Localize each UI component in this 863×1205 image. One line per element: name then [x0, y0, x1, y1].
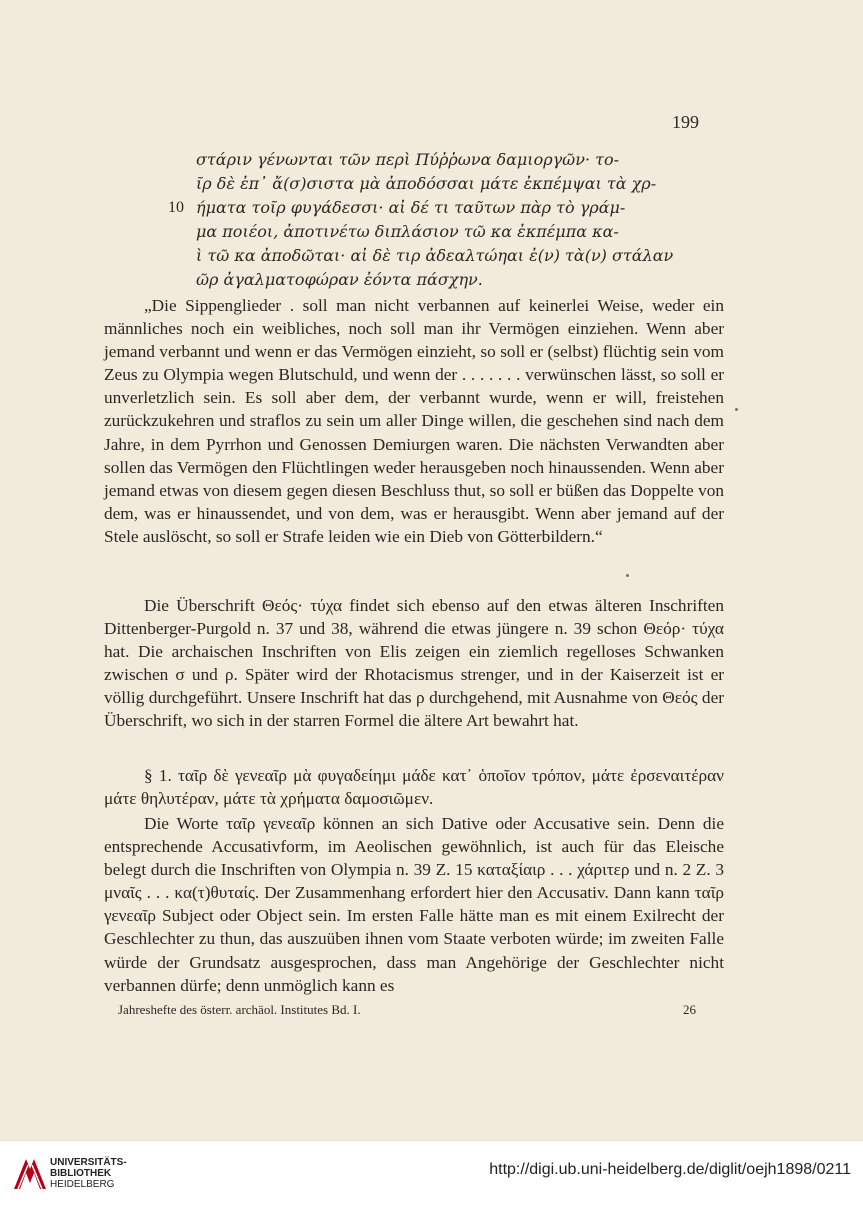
commentary-paragraph [104, 594, 724, 733]
greek-line [196, 244, 756, 268]
line-number: 10 [168, 199, 184, 216]
paper-speck [735, 408, 738, 411]
library-name-line: BIBLIOTHEK [50, 1168, 112, 1179]
document-url-link[interactable]: http://digi.ub.uni-heidelberg.de/diglit/oejh1898/0211 [489, 1161, 851, 1178]
page-number: 199 [672, 112, 699, 132]
greek-line-text: ῶρ ἀγαλματοφώραν ἐόντα πάσχην. [196, 270, 483, 289]
translation-paragraph [104, 294, 724, 548]
paper-speck [626, 574, 629, 577]
paragraph-text: Die Überschrift Θεός· τύχα findet sich ebenso auf den etwas älteren Inschriften Dittenberger-Purgold n. 37 und 38, während die etwas jüngere n. 39 schon Θεόρ· τύχα hat. Die archaischen Inschriften von Elis zeigen ein ziemlich regelloses Schwanken zwischen σ und ρ. Später wird der Rhotacismus strenger, und in der Kaiserzeit ist er völlig durchgeführt. Unsere Inschrift hat das ρ durchgehend, mit Ausnahme von Θεός der Überschrift, wo sich in der starren Formel die ältere Art bewahrt hat. [104, 596, 724, 731]
library-name-line: HEIDELBERG [50, 1179, 115, 1190]
greek-line-text: ήματα τοῖρ φυγάδεσσι· αἰ δέ τι ταῦτων πὰρ τὸ γράμ- [196, 198, 626, 217]
signature-mark: 26 [683, 1002, 696, 1017]
greek-line [196, 268, 756, 292]
heidelberg-library-logo-icon[interactable] [10, 1153, 50, 1193]
greek-line-text: ῖρ δὲ ἐπ᾿ ἄ(σ)σιστα μὰ ἀποδόσσαι μάτε ἐκπέμψαι τὰ χρ- [196, 174, 657, 193]
analysis-paragraph [104, 812, 724, 997]
section-heading-paragraph [104, 764, 724, 810]
library-name [50, 1157, 127, 1190]
greek-line-text: στάριν γένωνται τῶν περὶ Πύῤῥωνα δαμιοργῶν· το- [196, 150, 620, 169]
greek-line-text: ὶ τῶ κα ἀποδῶται· αἰ δὲ τιρ ἀδεαλτώηαι ἐ(ν) τὰ(ν) στάλαν [196, 246, 674, 265]
paragraph-text: Die Worte ταῖρ γενεαῖρ können an sich Dative oder Accusative sein. Denn die entsprechende Accusativform, im Aeolischen gewöhnlich, ist auch für das Eleische belegt durch die Inschriften von Olympia n. 39 Z. 15 καταξίαιρ . . . χάριτερ und n. 2 Z. 3 μναῖς . . . κα(τ)θυταίς. Der Zusammenhang erfordert hier den Accusativ. Dann kann ταῖρ γενεαῖρ Subject oder Object sein. Im ersten Falle hätte man es mit einem Exilrecht der Geschlechter zu thun, das auszuüben ihnen vom Staate verboten würde; im zweiten Falle würde der Grundsatz ausgesprochen, dass man Angehörige der Geschlechter nicht verbannen dürfe; denn unmöglich kann es [104, 814, 724, 995]
greek-line [196, 220, 756, 244]
viewer-footer-bar [0, 1140, 863, 1205]
library-name-line: UNIVERSITÄTS- [50, 1157, 127, 1168]
greek-inscription-block [168, 148, 756, 292]
greek-line [196, 148, 756, 172]
paragraph-text: „Die Sippenglieder . soll man nicht verbannen auf keinerlei Weise, weder ein männliches noch ein weibliches, noch soll man ihr Vermögen einziehen. Wenn aber jemand verbannt und wenn er das Vermögen einzieht, so soll er (selbst) flüchtig sein vom Zeus zu Olympia wegen Blutschuld, und wenn der . . . . . . . verwünschen lässt, so soll er unverletzlich sein. Es soll aber dem, der verbannt wurde, wenn er will, freistehen zurückzukehren und straflos zu sein um aller Dinge willen, die geschehen sind nach dem Jahre, in dem Pyrrhon und Genossen Demiurgen waren. Die nächsten Verwandten aber sollen das Vermögen den Flüchtlingen weder herausgeben noch hinaussenden. Wenn aber jemand etwas von diesem gegen diesen Beschluss thut, so soll er büßen das Doppelte von dem, was er hinaussendet, und von dem, was er herausgibt. Wenn aber jemand auf der Stele auslöscht, so soll er Strafe leiden wie ein Dieb von Götterbildern.“ [104, 296, 724, 546]
greek-line [168, 196, 756, 220]
journal-reference: Jahreshefte des österr. archäol. Institutes Bd. I. [118, 1002, 361, 1017]
paragraph-text: § 1. ταῖρ δὲ γενεαῖρ μὰ φυγαδείημι μάδε κατ᾿ ὁποῖον τρόπον, μάτε ἐρσεναιτέραν μάτε θηλυτέραν, μάτε τὰ χρήματα δαμοσιῶμεν. [104, 766, 724, 809]
greek-line [196, 172, 756, 196]
greek-line-text: μα ποιέοι, ἀποτινέτω διπλάσιον τῶ κα ἐκπέμπα κα- [196, 222, 619, 241]
page-footer [118, 1002, 696, 1018]
